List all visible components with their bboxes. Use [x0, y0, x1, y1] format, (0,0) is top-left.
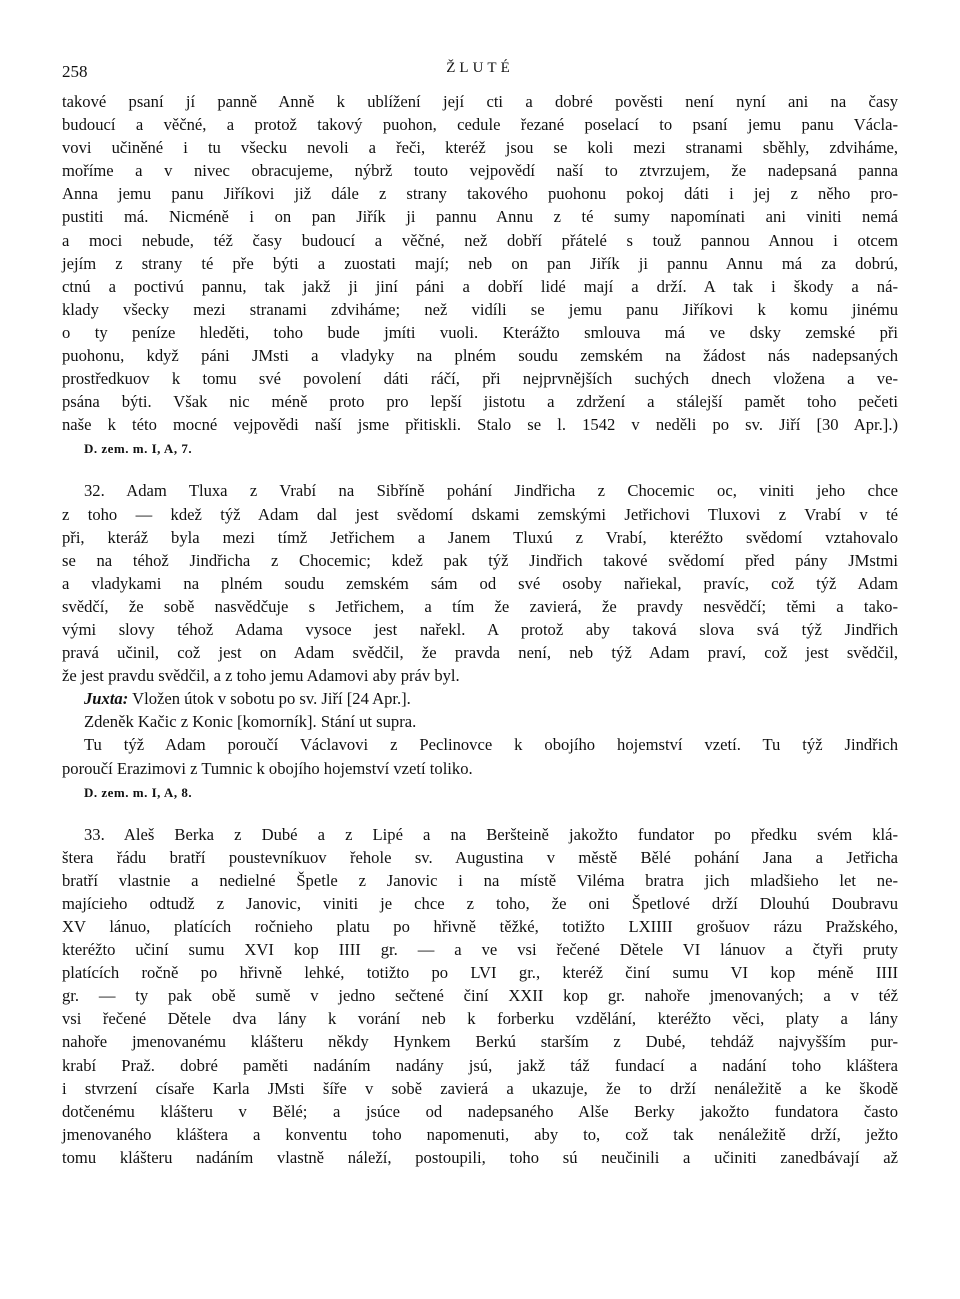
text-line: jejím z strany té pře býti a zuostati mají; neb on pan Jiřík ji pannu Annu má za dobrú, — [62, 253, 898, 273]
entry-first-line: 33. Aleš Berka z Dubé a z Lipé a na Beršteině jakožto fundator po předku svém klá- — [84, 824, 898, 844]
juxta-label: Juxta: — [84, 689, 129, 709]
page-header — [62, 50, 898, 90]
text-line: gr. — ty pak obě sumě v jedno sečtené činí XXII kop gr. nahoře jmenovaných; a v též — [62, 986, 898, 1006]
text-line: ctnú a poctivú pannu, tak jakž ji jiní páni a dobří lidé mají a drží. A tak i škody a ná- — [62, 276, 898, 296]
source-citation: D. zem. m. I, A, 8. — [84, 784, 193, 800]
text-line: tomu klášteru nadáním vlastně náleží, postoupili, toho sú neučinili a učiniti zanedbávají až — [62, 1147, 898, 1167]
text-line: vsi řečené Dětele dva lány k vorání neb k forberku vzdělání, kteréžto věci, platy a lány — [62, 1009, 898, 1029]
text-line: pravá učinil, což jest on Adam svědčil, že pravda není, neb týž Adam praví, což jest svědčil, — [62, 643, 898, 663]
text-line: i stvrzení císaře Karla JMsti šíře v sobě zavierá a ukazuje, že to drží nenáležitě a ke škodě — [62, 1078, 898, 1098]
text-line: XV lánuo, platících ročnieho platu po hřivně těžké, totižto LXIIII grošuov rázu Pražského, — [62, 917, 898, 936]
text-line: nahoře jmenovanému klášteru někdy Hynkem Berkú starším z Dubé, tehdáž najvyšším pur- — [62, 1032, 898, 1052]
running-title: ŽLUTÉ — [446, 60, 514, 76]
entry-first-line: 32. Adam Tluxa z Vrabí na Sibříně pohání Jindřicha z Chocemic oc, viniti jeho chce — [84, 481, 898, 501]
text-line: platících ročně po hřivně lehké, totižto po LVI gr., kteréž činí sumu VI kop méně IIII — [62, 963, 898, 983]
spacer — [62, 460, 898, 479]
text-line: Anna jemu panu Jiříkovi již dále z strany takového puohonu pokoj dáti i jej z něho pro- — [62, 184, 898, 204]
text-line: vovi učiněné i tu všecku nevoli a řeči, kteréž jsou se koli mezi stranami sběhly, zdviháme, — [62, 138, 898, 158]
text-line: že jest pravdu svědčil, a z toho jemu Adamovi aby práv byl. — [62, 666, 460, 686]
text-line: se na téhož Jindřicha z Chocemic; kdež pak týž Jindřich takové svědomí před pány JMstmi — [62, 550, 898, 570]
text-line: svědčí, že sobě nasvědčuje s Jetřichem, a tím že zavierá, že pravdy nesvědčí; těmi a tako- — [62, 596, 898, 616]
text-line: moříme a v nivec obracujeme, nýbrž touto vejpovědí naší to ztvrzujem, že nadepsaná panna — [62, 161, 898, 181]
text-line: naše k této mocné vejpovědi naší jsme přitiskli. Stalo se l. 1542 v neděli po sv. Jiří [30 Apr.].) — [62, 415, 898, 435]
text-line: a moci nebude, též časy budoucí a věčné, než dobří přátelé s touž pannou Annou i otcem — [62, 230, 898, 250]
text-line: vými slovy téhož Adama vysoce jest nařekl. A protož aby taková slova svá týž Jindřich — [62, 619, 898, 639]
text-line: klady všecky mezi stranami zdviháme; než vidíli se jemu panu Jiříkovi k komu jinému — [62, 299, 898, 319]
text-line: o ty peníze hleděti, toho bude jmíti vuoli. Kterážto smlouva má ve dsky zemské při — [62, 322, 898, 342]
text-line: Tu týž Adam poroučí Václavovi z Peclinovce k obojího hojemství vzetí. Tu týž Jindřich — [84, 735, 898, 755]
text-line: prostředkuov k tomu své povolení dáti ráčí, při nejprvnějších suchých dnech vložena a ve- — [62, 369, 898, 389]
entry-32 — [62, 479, 898, 803]
text-line: takové psaní jí panně Anně k ublížení její cti a dobré pověsti není nyní ani na časy — [62, 92, 898, 111]
text-line: pustiti má. Nicméně i on pan Jiřík ji pannu Annu z té sumy napomínati ani viniti nemá — [62, 207, 898, 227]
text-line: štera řádu bratří poustevníkuov řehole sv. Augustina v městě Bělé pohání Jana a Jetřicha — [62, 847, 898, 867]
text-line: jmenovaného kláštera a konventu toho napomenuti, aby to, což tak nenáležitě drží, ježto — [62, 1124, 898, 1144]
text-line: a vladykami na plném soudu zemském sám od své osoby nařiekal, pravíc, což týž Adam — [62, 573, 898, 593]
text-line: krabí Praž. dobré paměti nadáním nadány jsú, jakž táž fundací a nadání toho kláštera — [62, 1055, 898, 1075]
entry-31-continuation — [62, 90, 898, 460]
juxta-line — [62, 687, 898, 710]
text-line: z toho — kdež týž Adam dal jest svědomí dskami zemskými Jetřichovi Tluxovi z Vrabí v té — [62, 504, 898, 524]
text-line: poroučí Erazimovi z Tumnic k obojího hojemství vzetí toliko. — [62, 758, 473, 778]
text-line: při, kteráž byla mezi tímž Jetřichem a Janem Tluxú z Vrabí, kteréžto svědomí vztahovalo — [62, 527, 898, 547]
juxta-text: Vložen útok v sobotu po sv. Jiří [24 Apr.]. — [128, 689, 411, 709]
text-line: kteréžto učiní sumu XVI kop IIII gr. — a ve vsi řečené Dětele VI lánuov a čtyři pruty — [62, 940, 898, 960]
text-line: budoucí a věčné, a protož takový puohon, cedule řezané poselací to psaní jemu panu Václa- — [62, 115, 898, 135]
page-number: 258 — [62, 62, 88, 81]
book-page — [62, 50, 898, 1169]
text-line: majícieho odtudž z Janovic, viniti je chce z toho, že oni Špetlové drží Dlouhú Doubravu — [62, 893, 898, 913]
entry-33 — [62, 823, 898, 1169]
text-line: psána býti. Však nic méně proto pro lepší jistotu a zdržení a stálejší pamět toho pečeti — [62, 392, 898, 412]
spacer — [62, 804, 898, 823]
komornik-line: Zdeněk Kačic z Konic [komorník]. Stání ut supra. — [84, 712, 417, 732]
text-line: bratří vlastnie a nedielné Špetle z Janovic i na místě Viléma bratra jich mladšieho let ne- — [62, 870, 898, 890]
text-line: puohonu, když páni JMsti a vladyky na plném soudu zemském na žádost nás nadepsaných — [62, 346, 898, 366]
text-line: dotčenému klášteru v Bělé; a jsúce od nadepsaného Alše Berky jakožto fundatora často — [62, 1101, 898, 1121]
source-citation: D. zem. m. I, A, 7. — [84, 441, 193, 457]
